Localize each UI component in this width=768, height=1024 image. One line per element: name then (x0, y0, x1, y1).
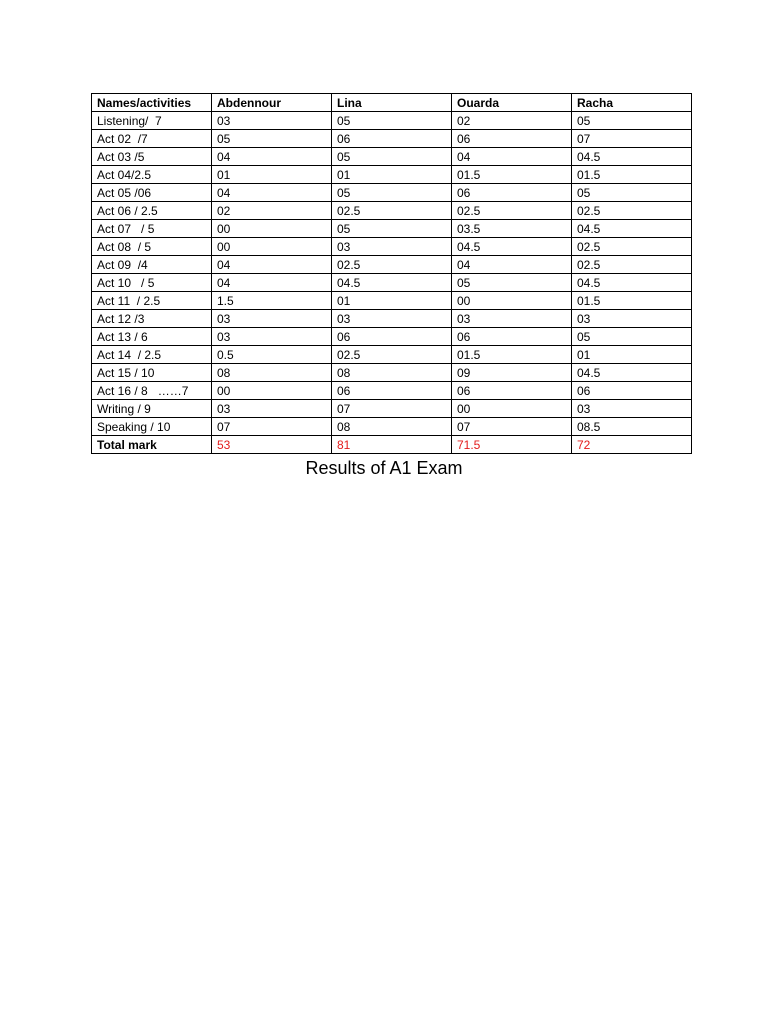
header-names-activities: Names/activities (92, 94, 212, 112)
lina-cell: 01 (332, 292, 452, 310)
table-row (92, 202, 692, 220)
abdennour-cell: 03 (212, 328, 332, 346)
abdennour-cell: 04 (212, 274, 332, 292)
lina-cell: 08 (332, 364, 452, 382)
racha-cell: 03 (572, 400, 692, 418)
abdennour-cell: 00 (212, 382, 332, 400)
activity-cell: Act 09 /4 (92, 256, 212, 274)
lina-cell: 04.5 (332, 274, 452, 292)
table-row (92, 148, 692, 166)
total-mark-abdennour: 53 (212, 436, 332, 454)
total-mark-label: Total mark (92, 436, 212, 454)
header-abdennour: Abdennour (212, 94, 332, 112)
abdennour-cell: 00 (212, 238, 332, 256)
table-row (92, 382, 692, 400)
ouarda-cell: 06 (452, 328, 572, 346)
activity-cell: Act 03 /5 (92, 148, 212, 166)
racha-cell: 07 (572, 130, 692, 148)
header-racha: Racha (572, 94, 692, 112)
ouarda-cell: 05 (452, 274, 572, 292)
total-mark-racha: 72 (572, 436, 692, 454)
lina-cell: 06 (332, 382, 452, 400)
racha-cell: 04.5 (572, 274, 692, 292)
abdennour-cell: 05 (212, 130, 332, 148)
activity-cell: Act 16 / 8 ……7 (92, 382, 212, 400)
table-row (92, 256, 692, 274)
total-mark-row (92, 436, 692, 454)
ouarda-cell: 07 (452, 418, 572, 436)
table-row (92, 400, 692, 418)
abdennour-cell: 04 (212, 148, 332, 166)
activity-cell: Act 05 /06 (92, 184, 212, 202)
lina-cell: 05 (332, 148, 452, 166)
racha-cell: 02.5 (572, 238, 692, 256)
table-header-row (92, 94, 692, 112)
abdennour-cell: 01 (212, 166, 332, 184)
abdennour-cell: 03 (212, 112, 332, 130)
racha-cell: 05 (572, 184, 692, 202)
ouarda-cell: 02.5 (452, 202, 572, 220)
ouarda-cell: 03.5 (452, 220, 572, 238)
racha-cell: 02.5 (572, 256, 692, 274)
table-caption: Results of A1 Exam (305, 458, 463, 478)
total-mark-ouarda: 71.5 (452, 436, 572, 454)
table-row (92, 418, 692, 436)
activity-cell: Act 04/2.5 (92, 166, 212, 184)
activity-cell: Act 14 / 2.5 (92, 346, 212, 364)
table-row (92, 166, 692, 184)
ouarda-cell: 06 (452, 184, 572, 202)
lina-cell: 02.5 (332, 202, 452, 220)
table-row (92, 112, 692, 130)
abdennour-cell: 07 (212, 418, 332, 436)
ouarda-cell: 06 (452, 382, 572, 400)
racha-cell: 01.5 (572, 292, 692, 310)
activity-cell: Speaking / 10 (92, 418, 212, 436)
table-row (92, 328, 692, 346)
activity-cell: Act 12 /3 (92, 310, 212, 328)
table-row (92, 184, 692, 202)
ouarda-cell: 01.5 (452, 166, 572, 184)
total-mark-lina: 81 (332, 436, 452, 454)
racha-cell: 01.5 (572, 166, 692, 184)
table-body (92, 112, 692, 436)
lina-cell: 03 (332, 238, 452, 256)
activity-cell: Act 08 / 5 (92, 238, 212, 256)
abdennour-cell: 03 (212, 310, 332, 328)
abdennour-cell: 02 (212, 202, 332, 220)
ouarda-cell: 00 (452, 400, 572, 418)
table-row (92, 220, 692, 238)
ouarda-cell: 02 (452, 112, 572, 130)
abdennour-cell: 04 (212, 184, 332, 202)
racha-cell: 08.5 (572, 418, 692, 436)
ouarda-cell: 03 (452, 310, 572, 328)
racha-cell: 04.5 (572, 220, 692, 238)
activity-cell: Listening/ 7 (92, 112, 212, 130)
activity-cell: Act 11 / 2.5 (92, 292, 212, 310)
ouarda-cell: 09 (452, 364, 572, 382)
racha-cell: 04.5 (572, 148, 692, 166)
racha-cell: 05 (572, 112, 692, 130)
abdennour-cell: 03 (212, 400, 332, 418)
abdennour-cell: 0.5 (212, 346, 332, 364)
abdennour-cell: 00 (212, 220, 332, 238)
racha-cell: 06 (572, 382, 692, 400)
header-ouarda: Ouarda (452, 94, 572, 112)
results-table (91, 93, 692, 454)
abdennour-cell: 1.5 (212, 292, 332, 310)
lina-cell: 05 (332, 112, 452, 130)
lina-cell: 05 (332, 184, 452, 202)
racha-cell: 05 (572, 328, 692, 346)
ouarda-cell: 00 (452, 292, 572, 310)
lina-cell: 06 (332, 130, 452, 148)
racha-cell: 02.5 (572, 202, 692, 220)
table-row (92, 238, 692, 256)
racha-cell: 03 (572, 310, 692, 328)
lina-cell: 01 (332, 166, 452, 184)
activity-cell: Act 07 / 5 (92, 220, 212, 238)
racha-cell: 01 (572, 346, 692, 364)
activity-cell: Act 15 / 10 (92, 364, 212, 382)
lina-cell: 03 (332, 310, 452, 328)
table-row (92, 310, 692, 328)
header-lina: Lina (332, 94, 452, 112)
ouarda-cell: 04.5 (452, 238, 572, 256)
activity-cell: Act 06 / 2.5 (92, 202, 212, 220)
activity-cell: Act 10 / 5 (92, 274, 212, 292)
lina-cell: 02.5 (332, 346, 452, 364)
ouarda-cell: 04 (452, 256, 572, 274)
table-row (92, 346, 692, 364)
ouarda-cell: 04 (452, 148, 572, 166)
racha-cell: 04.5 (572, 364, 692, 382)
table-row (92, 364, 692, 382)
activity-cell: Act 02 /7 (92, 130, 212, 148)
lina-cell: 07 (332, 400, 452, 418)
abdennour-cell: 08 (212, 364, 332, 382)
abdennour-cell: 04 (212, 256, 332, 274)
table-row (92, 292, 692, 310)
table-row (92, 130, 692, 148)
ouarda-cell: 06 (452, 130, 572, 148)
activity-cell: Act 13 / 6 (92, 328, 212, 346)
lina-cell: 08 (332, 418, 452, 436)
lina-cell: 06 (332, 328, 452, 346)
lina-cell: 02.5 (332, 256, 452, 274)
activity-cell: Writing / 9 (92, 400, 212, 418)
lina-cell: 05 (332, 220, 452, 238)
table-row (92, 274, 692, 292)
ouarda-cell: 01.5 (452, 346, 572, 364)
